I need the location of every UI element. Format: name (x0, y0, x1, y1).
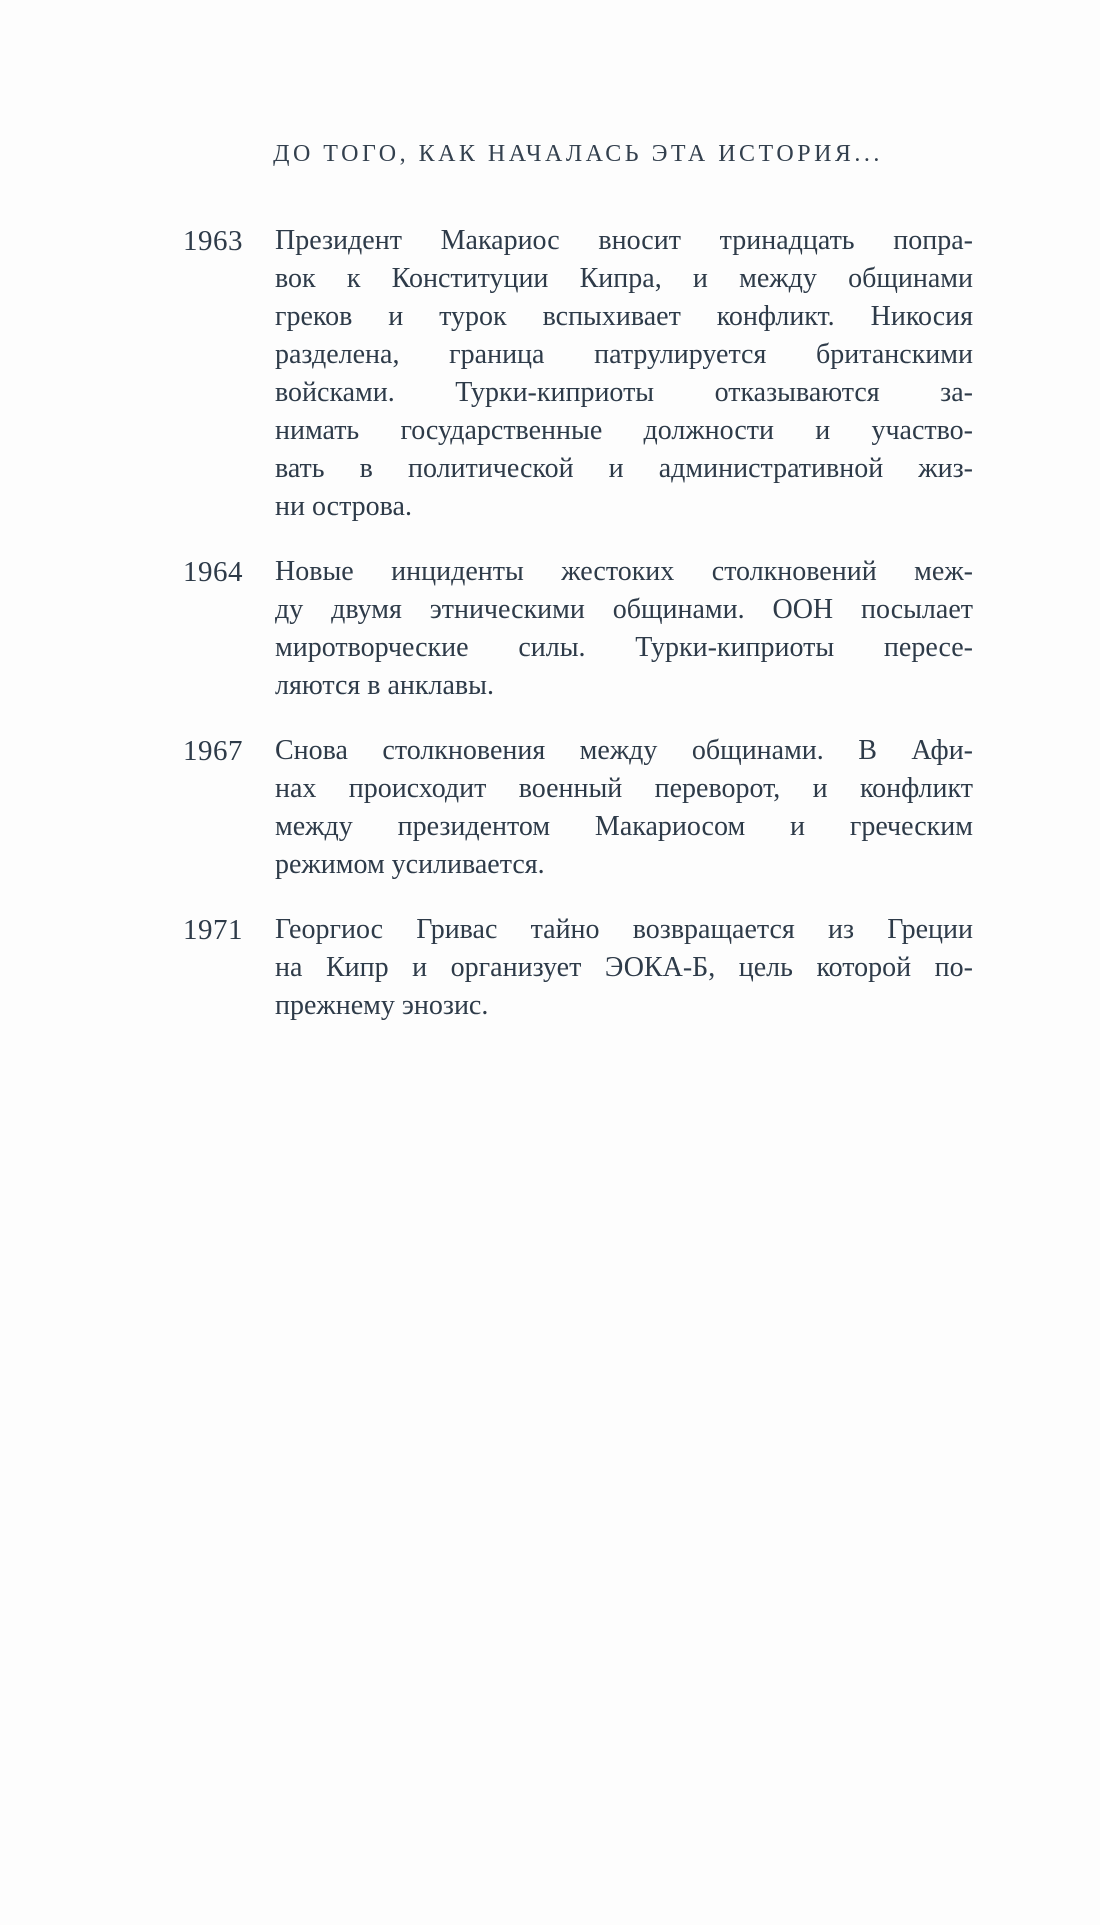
text-line: Снова столкновения между общинами. В Афи- (275, 735, 973, 766)
entry-year: 1967 (183, 735, 243, 767)
entry-text (275, 732, 973, 884)
text-line: нах происходит военный переворот, и конфликт (275, 773, 973, 804)
text-line: между президентом Макариосом и греческим (275, 811, 973, 842)
text-line: ду двумя этническими общинами. ООН посылает (275, 594, 973, 625)
text-line: нимать государственные должности и участво- (275, 415, 973, 446)
text-line: режимом усиливается. (275, 849, 545, 880)
entry-year: 1964 (183, 556, 243, 588)
entry-year: 1971 (183, 914, 243, 946)
text-line: вок к Конституции Кипра, и между общинами (275, 263, 973, 294)
text-line: греков и турок вспыхивает конфликт. Никосия (275, 301, 973, 332)
entry-text (275, 553, 973, 705)
text-line: ни острова. (275, 491, 412, 522)
timeline-entry (183, 911, 973, 1025)
text-line: войсками. Турки-киприоты отказываются за- (275, 377, 973, 408)
timeline (183, 222, 973, 1025)
entry-year: 1963 (183, 225, 243, 257)
text-line: Президент Макариос вносит тринадцать попра- (275, 225, 973, 256)
text-line: ляются в анклавы. (275, 670, 494, 701)
page-content (183, 141, 973, 1052)
text-line: миротворческие силы. Турки-киприоты пересе- (275, 632, 973, 663)
timeline-entry (183, 222, 973, 526)
text-line: Новые инциденты жестоких столкновений меж- (275, 556, 973, 587)
entry-text (275, 222, 973, 526)
text-line: разделена, граница патрулируется британскими (275, 339, 973, 370)
entry-text (275, 911, 973, 1025)
timeline-entry (183, 553, 973, 705)
text-line: вать в политической и административной жиз- (275, 453, 973, 484)
text-line: прежнему энозис. (275, 990, 489, 1021)
text-line: Георгиос Гривас тайно возвращается из Греции (275, 914, 973, 945)
timeline-entry (183, 732, 973, 884)
text-line: на Кипр и организует ЭОКА-Б, цель которой по- (275, 952, 973, 983)
page-title: ДО ТОГО, КАК НАЧАЛАСЬ ЭТА ИСТОРИЯ... (273, 141, 883, 167)
